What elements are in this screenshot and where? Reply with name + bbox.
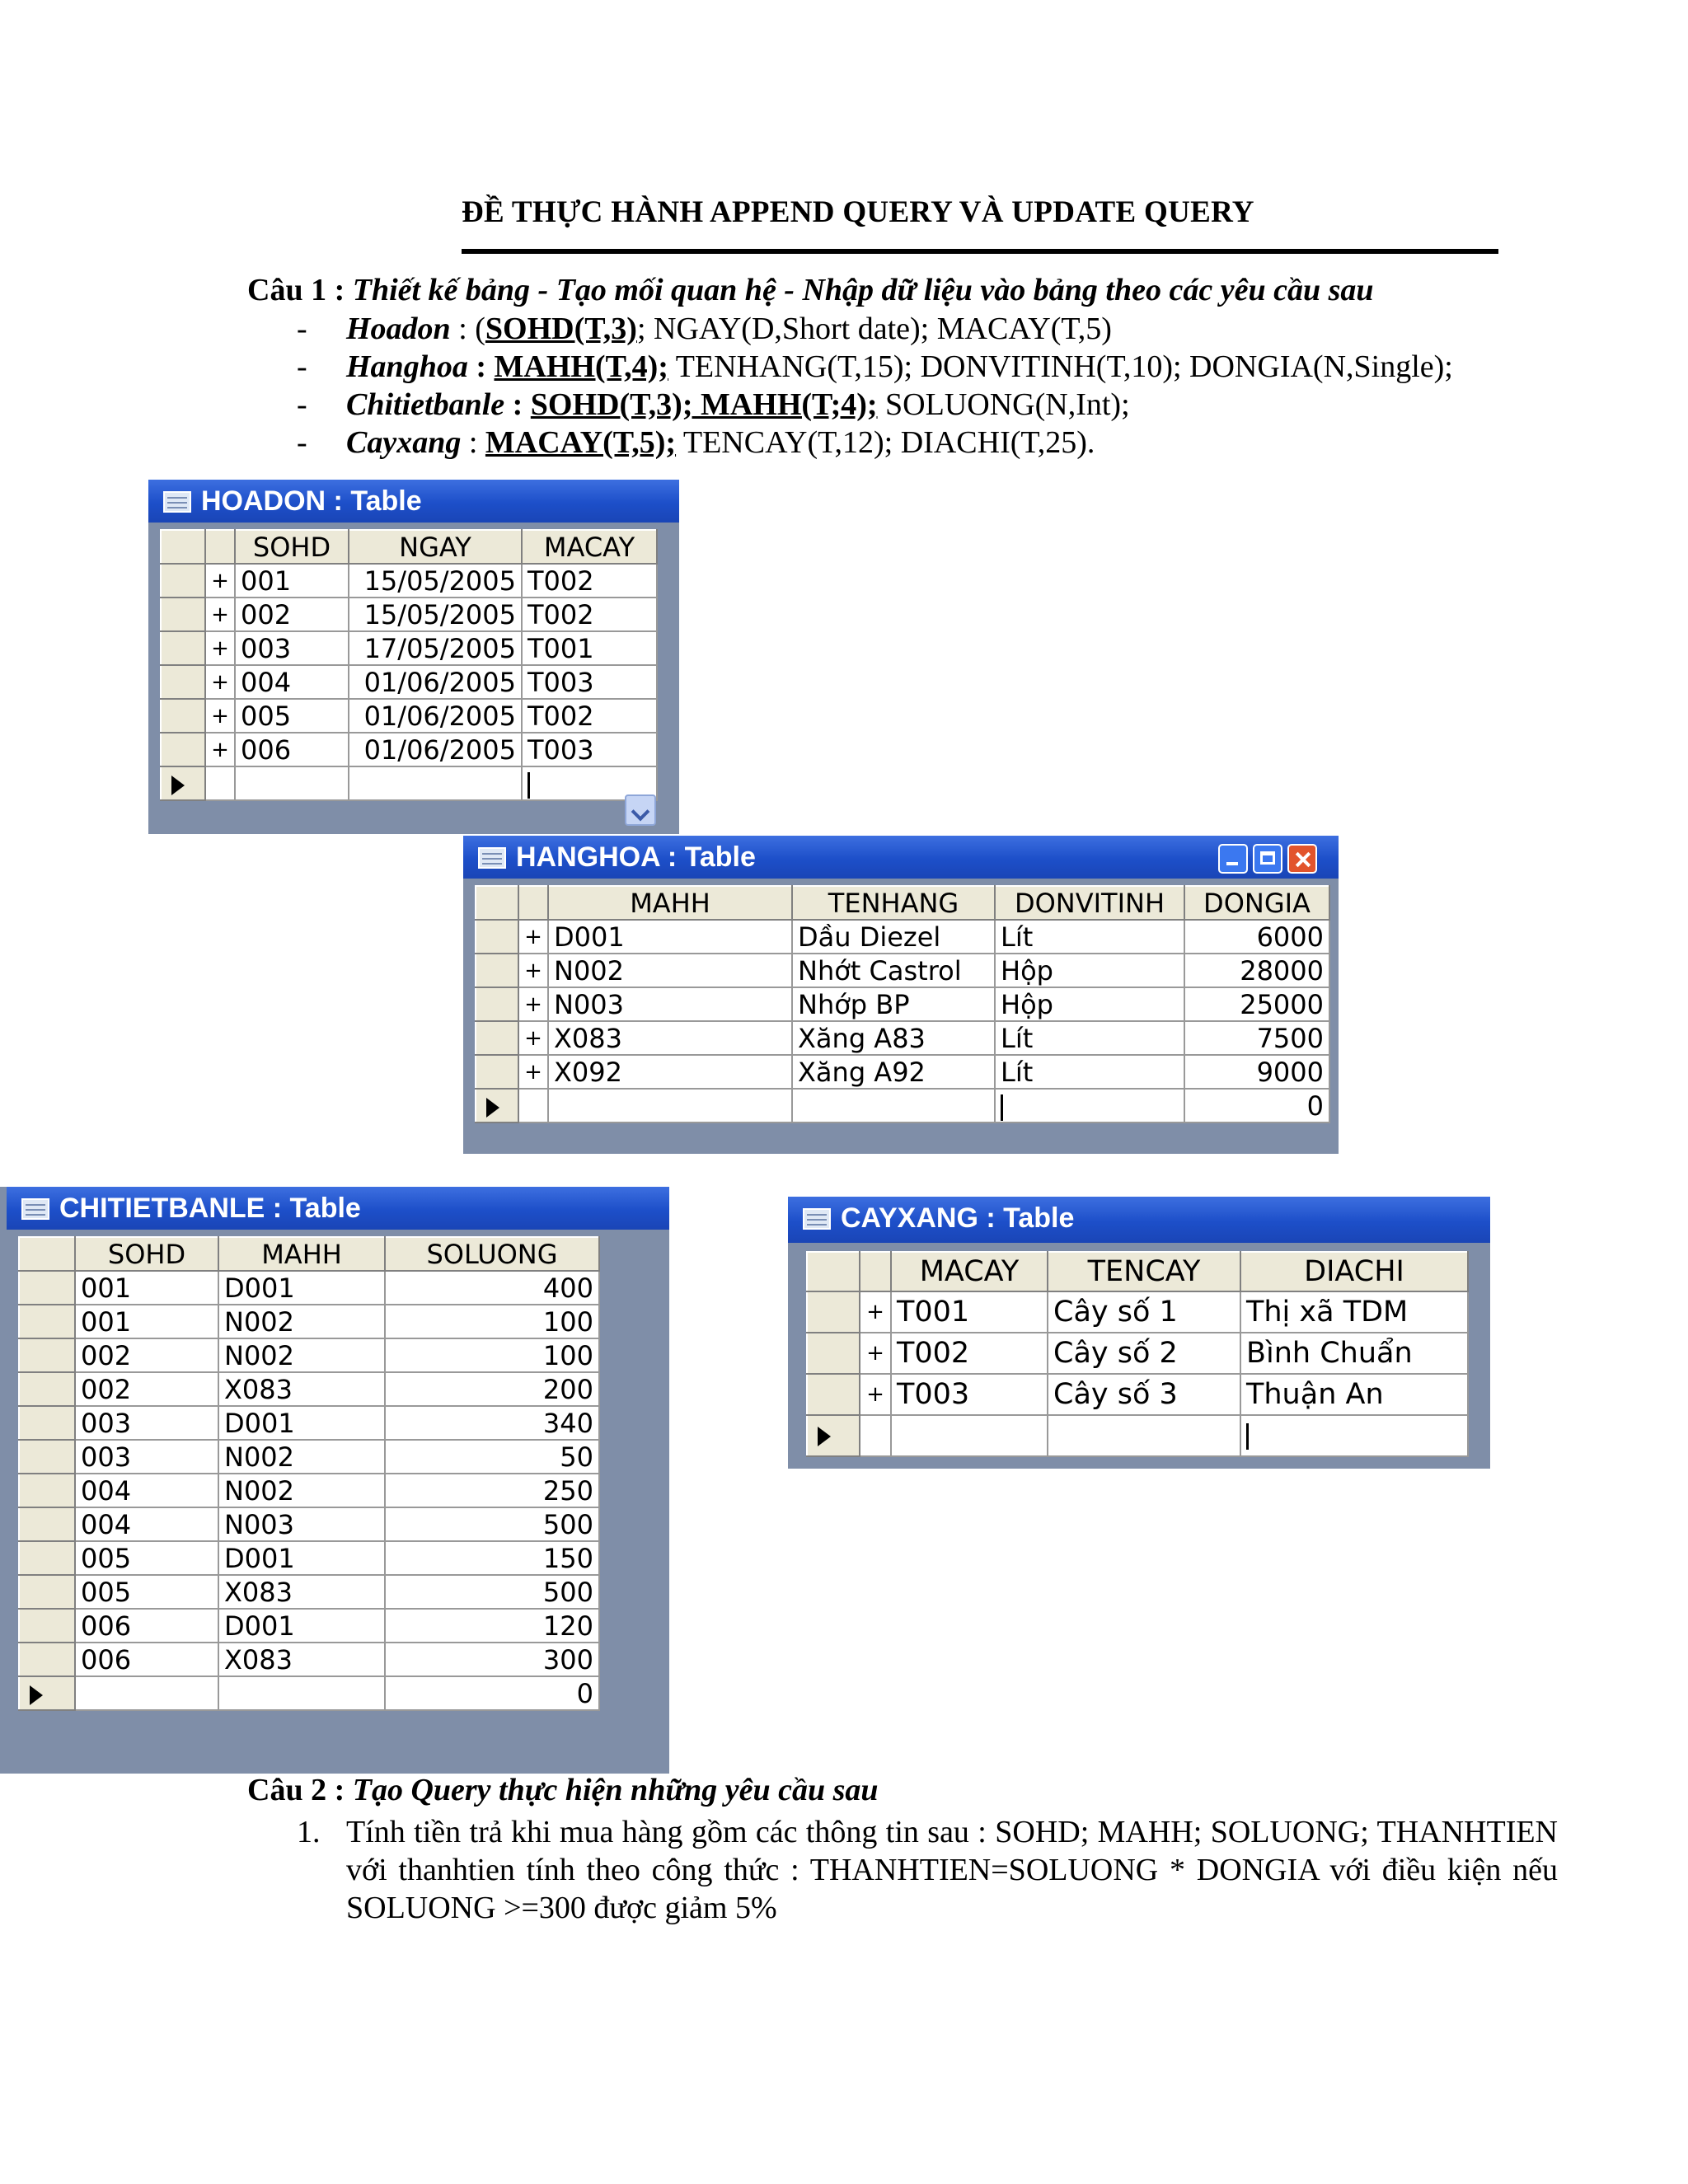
list-item xyxy=(247,1813,1558,1927)
cell-sohd[interactable]: 004 xyxy=(235,665,349,699)
table-row[interactable] xyxy=(161,733,657,766)
cell-tenhang[interactable]: Nhớp BP xyxy=(792,987,995,1021)
question-2-text: Tạo Query thực hiện những yêu cầu sau xyxy=(352,1773,879,1807)
select-all-cell[interactable] xyxy=(807,1252,860,1291)
record-selector[interactable] xyxy=(161,564,205,598)
expand-icon[interactable]: + xyxy=(860,1291,891,1333)
table-row[interactable] xyxy=(19,1406,599,1440)
cell-sohd[interactable]: 002 xyxy=(75,1338,218,1372)
table-row[interactable] xyxy=(807,1291,1468,1333)
cell-mahh[interactable]: X083 xyxy=(218,1372,385,1406)
cell-ngay[interactable]: 01/06/2005 xyxy=(349,665,522,699)
table-row[interactable] xyxy=(19,1440,599,1474)
spec-primary-key: SOHD(T,3) xyxy=(485,312,637,346)
record-selector[interactable] xyxy=(19,1440,75,1474)
current-record-pointer-icon[interactable] xyxy=(19,1676,75,1710)
text-caret-icon xyxy=(1246,1423,1249,1450)
maximize-icon[interactable] xyxy=(1253,844,1282,874)
expand-icon[interactable]: + xyxy=(518,1055,548,1089)
cell-tencay[interactable]: Cây số 1 xyxy=(1048,1291,1240,1333)
column-header[interactable]: MAHH xyxy=(548,886,792,920)
close-icon[interactable] xyxy=(1287,844,1317,874)
cell-dongia-default[interactable]: 0 xyxy=(1184,1089,1329,1122)
cell-dongia[interactable]: 6000 xyxy=(1184,920,1329,954)
hanghoa-table-window xyxy=(463,836,1339,1154)
cayxang-title: CAYXANG : Table xyxy=(841,1202,1075,1234)
cell-diachi[interactable]: Thuận An xyxy=(1240,1374,1468,1415)
cell-ngay[interactable]: 17/05/2005 xyxy=(349,631,522,665)
current-record-pointer-icon[interactable] xyxy=(476,1089,518,1122)
column-header[interactable]: SOLUONG xyxy=(385,1237,599,1271)
cell-donvitinh[interactable]: Lít xyxy=(995,920,1184,954)
hoadon-table-window xyxy=(148,480,679,834)
question-1-heading xyxy=(247,272,1374,308)
table-row[interactable] xyxy=(19,1305,599,1338)
record-selector[interactable] xyxy=(19,1474,75,1507)
title-underline xyxy=(462,249,1498,254)
cell-ngay[interactable]: 01/06/2005 xyxy=(349,699,522,733)
cell-dongia[interactable]: 7500 xyxy=(1184,1021,1329,1055)
cell-macay[interactable]: T001 xyxy=(522,631,657,665)
cell-tenhang[interactable]: Xăng A83 xyxy=(792,1021,995,1055)
table-row[interactable] xyxy=(19,1372,599,1406)
table-row[interactable] xyxy=(19,1541,599,1575)
cell-sohd[interactable]: 006 xyxy=(235,733,349,766)
column-header[interactable]: DIACHI xyxy=(1240,1252,1468,1291)
cell-dongia[interactable]: 9000 xyxy=(1184,1055,1329,1089)
record-selector[interactable] xyxy=(476,987,518,1021)
cell-mahh[interactable]: N002 xyxy=(548,954,792,987)
expand-icon[interactable]: + xyxy=(205,564,235,598)
cell-sohd[interactable]: 003 xyxy=(75,1406,218,1440)
cell-mahh[interactable]: D001 xyxy=(548,920,792,954)
table-row[interactable] xyxy=(476,1021,1329,1055)
table-row[interactable] xyxy=(807,1374,1468,1415)
record-selector[interactable] xyxy=(807,1333,860,1374)
table-row[interactable] xyxy=(161,631,657,665)
spec-table-name: Cayxang xyxy=(346,425,462,460)
table-row[interactable] xyxy=(161,564,657,598)
cell-dongia[interactable]: 28000 xyxy=(1184,954,1329,987)
table-row[interactable] xyxy=(19,1507,599,1541)
cell-sohd[interactable]: 005 xyxy=(75,1541,218,1575)
cell-sohd[interactable]: 005 xyxy=(75,1575,218,1609)
cell-macay[interactable]: T002 xyxy=(891,1333,1048,1374)
chitietbanle-titlebar[interactable] xyxy=(7,1187,669,1230)
cell-sohd[interactable]: 003 xyxy=(235,631,349,665)
record-selector[interactable] xyxy=(19,1507,75,1541)
select-all-cell[interactable] xyxy=(476,886,518,920)
cell-sohd[interactable]: 001 xyxy=(75,1305,218,1338)
cell-mahh[interactable]: N002 xyxy=(218,1440,385,1474)
cell-mahh[interactable]: D001 xyxy=(218,1541,385,1575)
column-header[interactable]: TENCAY xyxy=(1048,1252,1240,1291)
expand-icon[interactable]: + xyxy=(860,1333,891,1374)
record-selector[interactable] xyxy=(19,1406,75,1440)
new-record-row[interactable] xyxy=(476,1089,1329,1122)
cell-sohd[interactable]: 002 xyxy=(235,598,349,631)
cell-mahh[interactable]: N002 xyxy=(218,1474,385,1507)
cell-mahh[interactable]: N002 xyxy=(218,1338,385,1372)
cell-mahh[interactable]: D001 xyxy=(218,1271,385,1305)
cell-soluong[interactable]: 500 xyxy=(385,1507,599,1541)
hanghoa-titlebar[interactable] xyxy=(463,836,1339,879)
document-page: ĐỀ THỰC HÀNH APPEND QUERY VÀ UPDATE QUERY Câu 1 : Thiết kế bảng - Tạo mối quan hệ - Nhập dữ liệu vào bảng theo các yêu cầu sau - Hoadon : (SOHD(T,3); NGAY(D,Short date); MACAY(T,5) - Hanghoa : MAHH(T,4); TENHANG(T,15); DONVITINH(T,10); DONGIA(N,Single); - Chitietbanle : SOHD(T,3); MAHH(T;4); SOLUONG(N,Int); - Cayxang : MACAY(T,5); TENCAY(T,12); DIACHI(T,25). HOADON : Table SOHD NGAY MACAY + 001 15/05/2005 T002 + 002 15/05/2005 T002 + 003 17/05/2005 T001 + 004 01/06/2005 T003 + 005 01/06/2005 T002 + 006 01/06/2005 T003 HANGHOA : Table MAHH TENHANG DONVITINH DONGIA + D001 Dầu Diezel Lít 6000 + N002 Nhớt Castrol Hộp 28000 + N003 Nhớp BP Hộp 25000 + X083 Xăng A83 Lít 7500 + X092 Xăng A92 Lít 9000 0 CHITIETBANLE : Table SOHD MAHH SOLUONG 001 D001 400 001 N002 100 002 N002 100 002 X083 200 003 D001 340 003 N002 50 004 N002 250 004 N003 500 005 D001 150 005 X083 500 006 D001 120 006 X083 300 0 CAYXANG : Table MACAY TENCAY DIACHI + T001 Cây số 1 Thị xã TDM + T002 Cây số 2 Bình Chuẩn + T003 Cây số 3 Thuận An Câu 2 : Tạo Query thực hiện những yêu cầu sau 1. Tính tiền trả khi mua hàng gồm các thông tin sau : SOHD; MAHH; SOLUONG; THANHTIEN với thanhtien tính theo công thức : THANHTIEN=SOLUONG * DONGIA với điều kiện nếu SOLUONG >=300 được giảm 5% xyxy=(0,0,1688,2184)
record-selector[interactable] xyxy=(19,1271,75,1305)
dropdown-arrow-icon[interactable] xyxy=(625,794,656,826)
chitietbanle-title: CHITIETBANLE : Table xyxy=(59,1193,361,1224)
cell-tenhang[interactable]: Xăng A92 xyxy=(792,1055,995,1089)
cell-sohd[interactable]: 002 xyxy=(75,1372,218,1406)
cell-mahh[interactable]: N003 xyxy=(218,1507,385,1541)
select-all-cell[interactable] xyxy=(161,530,205,564)
column-header[interactable]: MACAY xyxy=(891,1252,1048,1291)
cell-macay[interactable]: T003 xyxy=(891,1374,1048,1415)
column-header[interactable]: SOHD xyxy=(235,530,349,564)
cell-sohd[interactable]: 004 xyxy=(75,1474,218,1507)
spec-table-name: Chitietbanle xyxy=(346,387,505,422)
cell-soluong[interactable]: 340 xyxy=(385,1406,599,1440)
table-row[interactable] xyxy=(161,598,657,631)
cell-ngay[interactable]: 15/05/2005 xyxy=(349,564,522,598)
column-header[interactable]: TENHANG xyxy=(792,886,995,920)
page-title: ĐỀ THỰC HÀNH APPEND QUERY VÀ UPDATE QUERY xyxy=(462,195,1254,229)
cell-soluong[interactable]: 50 xyxy=(385,1440,599,1474)
record-selector[interactable] xyxy=(19,1643,75,1676)
column-header[interactable]: MAHH xyxy=(218,1237,385,1271)
record-selector[interactable] xyxy=(807,1291,860,1333)
cell-mahh[interactable]: D001 xyxy=(218,1406,385,1440)
table-row[interactable] xyxy=(19,1609,599,1643)
record-selector[interactable] xyxy=(19,1338,75,1372)
record-selector[interactable] xyxy=(161,665,205,699)
table-row[interactable] xyxy=(476,920,1329,954)
record-selector[interactable] xyxy=(807,1374,860,1415)
chitietbanle-table-window xyxy=(0,1187,669,1774)
hanghoa-title: HANGHOA : Table xyxy=(516,841,756,873)
cell-soluong[interactable]: 300 xyxy=(385,1643,599,1676)
column-header[interactable]: SOHD xyxy=(75,1237,218,1271)
current-record-pointer-icon[interactable] xyxy=(161,766,205,800)
column-header[interactable]: DONGIA xyxy=(1184,886,1329,920)
cayxang-datasheet xyxy=(806,1251,1469,1457)
table-row[interactable] xyxy=(476,987,1329,1021)
select-all-cell[interactable] xyxy=(19,1237,75,1271)
record-selector[interactable] xyxy=(161,699,205,733)
new-record-row[interactable] xyxy=(807,1415,1468,1456)
text-caret-icon xyxy=(1001,1094,1003,1121)
cell-sohd[interactable]: 004 xyxy=(75,1507,218,1541)
table-row[interactable] xyxy=(19,1271,599,1305)
expand-icon[interactable]: + xyxy=(205,631,235,665)
spec-table-name: Hanghoa xyxy=(346,349,468,384)
cell-tenhang[interactable]: Dầu Diezel xyxy=(792,920,995,954)
cell-sohd[interactable]: 001 xyxy=(75,1271,218,1305)
expand-icon[interactable]: + xyxy=(518,1021,548,1055)
expand-icon[interactable]: + xyxy=(518,920,548,954)
cell-soluong[interactable]: 120 xyxy=(385,1609,599,1643)
question-2-heading xyxy=(247,1772,879,1808)
spec-table-name: Hoadon xyxy=(346,312,451,346)
spec-primary-key: SOHD(T,3); MAHH(T;4); xyxy=(530,387,878,422)
table-row[interactable] xyxy=(19,1643,599,1676)
cell-ngay[interactable]: 01/06/2005 xyxy=(349,733,522,766)
question-1-label: Câu 1 : xyxy=(247,273,345,307)
text-caret-icon xyxy=(528,772,530,799)
cell-mahh[interactable]: X083 xyxy=(548,1021,792,1055)
cell-soluong[interactable]: 500 xyxy=(385,1575,599,1609)
cell-donvitinh[interactable]: Lít xyxy=(995,1021,1184,1055)
cell-mahh[interactable]: N002 xyxy=(218,1305,385,1338)
table-icon xyxy=(163,491,191,513)
cell-tenhang[interactable]: Nhớt Castrol xyxy=(792,954,995,987)
expand-icon[interactable]: + xyxy=(518,954,548,987)
cell-soluong[interactable]: 250 xyxy=(385,1474,599,1507)
cell-diachi[interactable]: Thị xã TDM xyxy=(1240,1291,1468,1333)
cell-mahh[interactable]: X092 xyxy=(548,1055,792,1089)
cell-soluong[interactable]: 400 xyxy=(385,1271,599,1305)
record-selector[interactable] xyxy=(476,920,518,954)
spec-primary-key: MAHH(T,4); xyxy=(494,349,668,384)
hoadon-datasheet xyxy=(160,529,658,801)
cell-sohd[interactable]: 005 xyxy=(235,699,349,733)
hoadon-title: HOADON : Table xyxy=(201,485,422,517)
cell-sohd[interactable]: 001 xyxy=(235,564,349,598)
table-icon xyxy=(21,1198,49,1220)
record-selector[interactable] xyxy=(161,631,205,665)
cell-dongia[interactable]: 25000 xyxy=(1184,987,1329,1021)
cell-donvitinh[interactable]: Hộp xyxy=(995,954,1184,987)
cell-soluong[interactable]: 150 xyxy=(385,1541,599,1575)
column-header[interactable]: MACAY xyxy=(522,530,657,564)
cell-macay[interactable]: T002 xyxy=(522,598,657,631)
cell-mahh[interactable]: N003 xyxy=(548,987,792,1021)
minimize-icon[interactable] xyxy=(1218,844,1248,874)
cell-soluong[interactable]: 100 xyxy=(385,1338,599,1372)
spec-primary-key: MACAY(T,5); xyxy=(485,425,677,460)
record-selector[interactable] xyxy=(19,1372,75,1406)
record-selector[interactable] xyxy=(19,1541,75,1575)
table-row[interactable] xyxy=(807,1333,1468,1374)
record-selector[interactable] xyxy=(161,598,205,631)
cell-soluong-default[interactable]: 0 xyxy=(385,1676,599,1710)
cell-ngay[interactable]: 15/05/2005 xyxy=(349,598,522,631)
cell-macay[interactable]: T001 xyxy=(891,1291,1048,1333)
table-icon xyxy=(803,1208,831,1230)
expand-icon[interactable]: + xyxy=(518,987,548,1021)
new-record-row[interactable] xyxy=(19,1676,599,1710)
record-selector[interactable] xyxy=(19,1305,75,1338)
record-selector[interactable] xyxy=(476,954,518,987)
hanghoa-datasheet xyxy=(475,885,1330,1123)
cell-sohd[interactable]: 003 xyxy=(75,1440,218,1474)
cell-mahh[interactable]: X083 xyxy=(218,1643,385,1676)
table-row[interactable] xyxy=(161,699,657,733)
cell-sohd[interactable]: 006 xyxy=(75,1609,218,1643)
cell-sohd[interactable]: 006 xyxy=(75,1643,218,1676)
cell-mahh[interactable]: D001 xyxy=(218,1609,385,1643)
cayxang-table-window xyxy=(788,1197,1490,1469)
cell-tencay[interactable]: Cây số 2 xyxy=(1048,1333,1240,1374)
cell-macay[interactable]: T003 xyxy=(522,733,657,766)
column-header[interactable]: DONVITINH xyxy=(995,886,1184,920)
expand-icon[interactable]: + xyxy=(860,1374,891,1415)
table-row[interactable] xyxy=(476,954,1329,987)
table-row[interactable] xyxy=(161,665,657,699)
cell-donvitinh[interactable]: Lít xyxy=(995,1055,1184,1089)
record-selector[interactable] xyxy=(19,1575,75,1609)
record-selector[interactable] xyxy=(476,1055,518,1089)
table-row[interactable] xyxy=(19,1575,599,1609)
list-item-number: 1. xyxy=(297,1815,321,1849)
cell-diachi[interactable]: Bình Chuẩn xyxy=(1240,1333,1468,1374)
cell-macay[interactable]: T003 xyxy=(522,665,657,699)
record-selector[interactable] xyxy=(476,1021,518,1055)
question-2-list xyxy=(247,1813,1558,1927)
list-item-text: Tính tiền trả khi mua hàng gồm các thông tin sau : SOHD; MAHH; SOLUONG; THANHTIEN với thanhtien tính theo công thức : THANHTIEN=SOLUONG * DONGIA với điều kiện nếu SOLUONG >=300 được giảm 5% xyxy=(346,1815,1558,1925)
current-record-pointer-icon[interactable] xyxy=(807,1415,860,1456)
cell-macay[interactable]: T002 xyxy=(522,564,657,598)
cell-tencay[interactable]: Cây số 3 xyxy=(1048,1374,1240,1415)
cell-soluong[interactable]: 100 xyxy=(385,1305,599,1338)
chitietbanle-datasheet xyxy=(18,1236,600,1711)
hoadon-titlebar[interactable] xyxy=(148,480,679,523)
table-row[interactable] xyxy=(19,1474,599,1507)
expand-icon[interactable]: + xyxy=(205,598,235,631)
record-selector[interactable] xyxy=(161,733,205,766)
question-1-text: Thiết kế bảng - Tạo mối quan hệ - Nhập dữ liệu vào bảng theo các yêu cầu sau xyxy=(352,273,1374,307)
cell-donvitinh[interactable]: Hộp xyxy=(995,987,1184,1021)
expand-icon[interactable]: + xyxy=(205,733,235,766)
table-row[interactable] xyxy=(476,1055,1329,1089)
table-row[interactable] xyxy=(19,1338,599,1372)
table-icon xyxy=(478,847,506,869)
cayxang-titlebar[interactable] xyxy=(788,1197,1490,1243)
record-selector[interactable] xyxy=(19,1609,75,1643)
expand-icon[interactable]: + xyxy=(205,699,235,733)
expand-icon[interactable]: + xyxy=(205,665,235,699)
column-header[interactable]: NGAY xyxy=(349,530,522,564)
question-2-label: Câu 2 : xyxy=(247,1773,345,1807)
new-record-row[interactable] xyxy=(161,766,657,800)
cell-soluong[interactable]: 200 xyxy=(385,1372,599,1406)
cell-macay[interactable]: T002 xyxy=(522,699,657,733)
cell-mahh[interactable]: X083 xyxy=(218,1575,385,1609)
